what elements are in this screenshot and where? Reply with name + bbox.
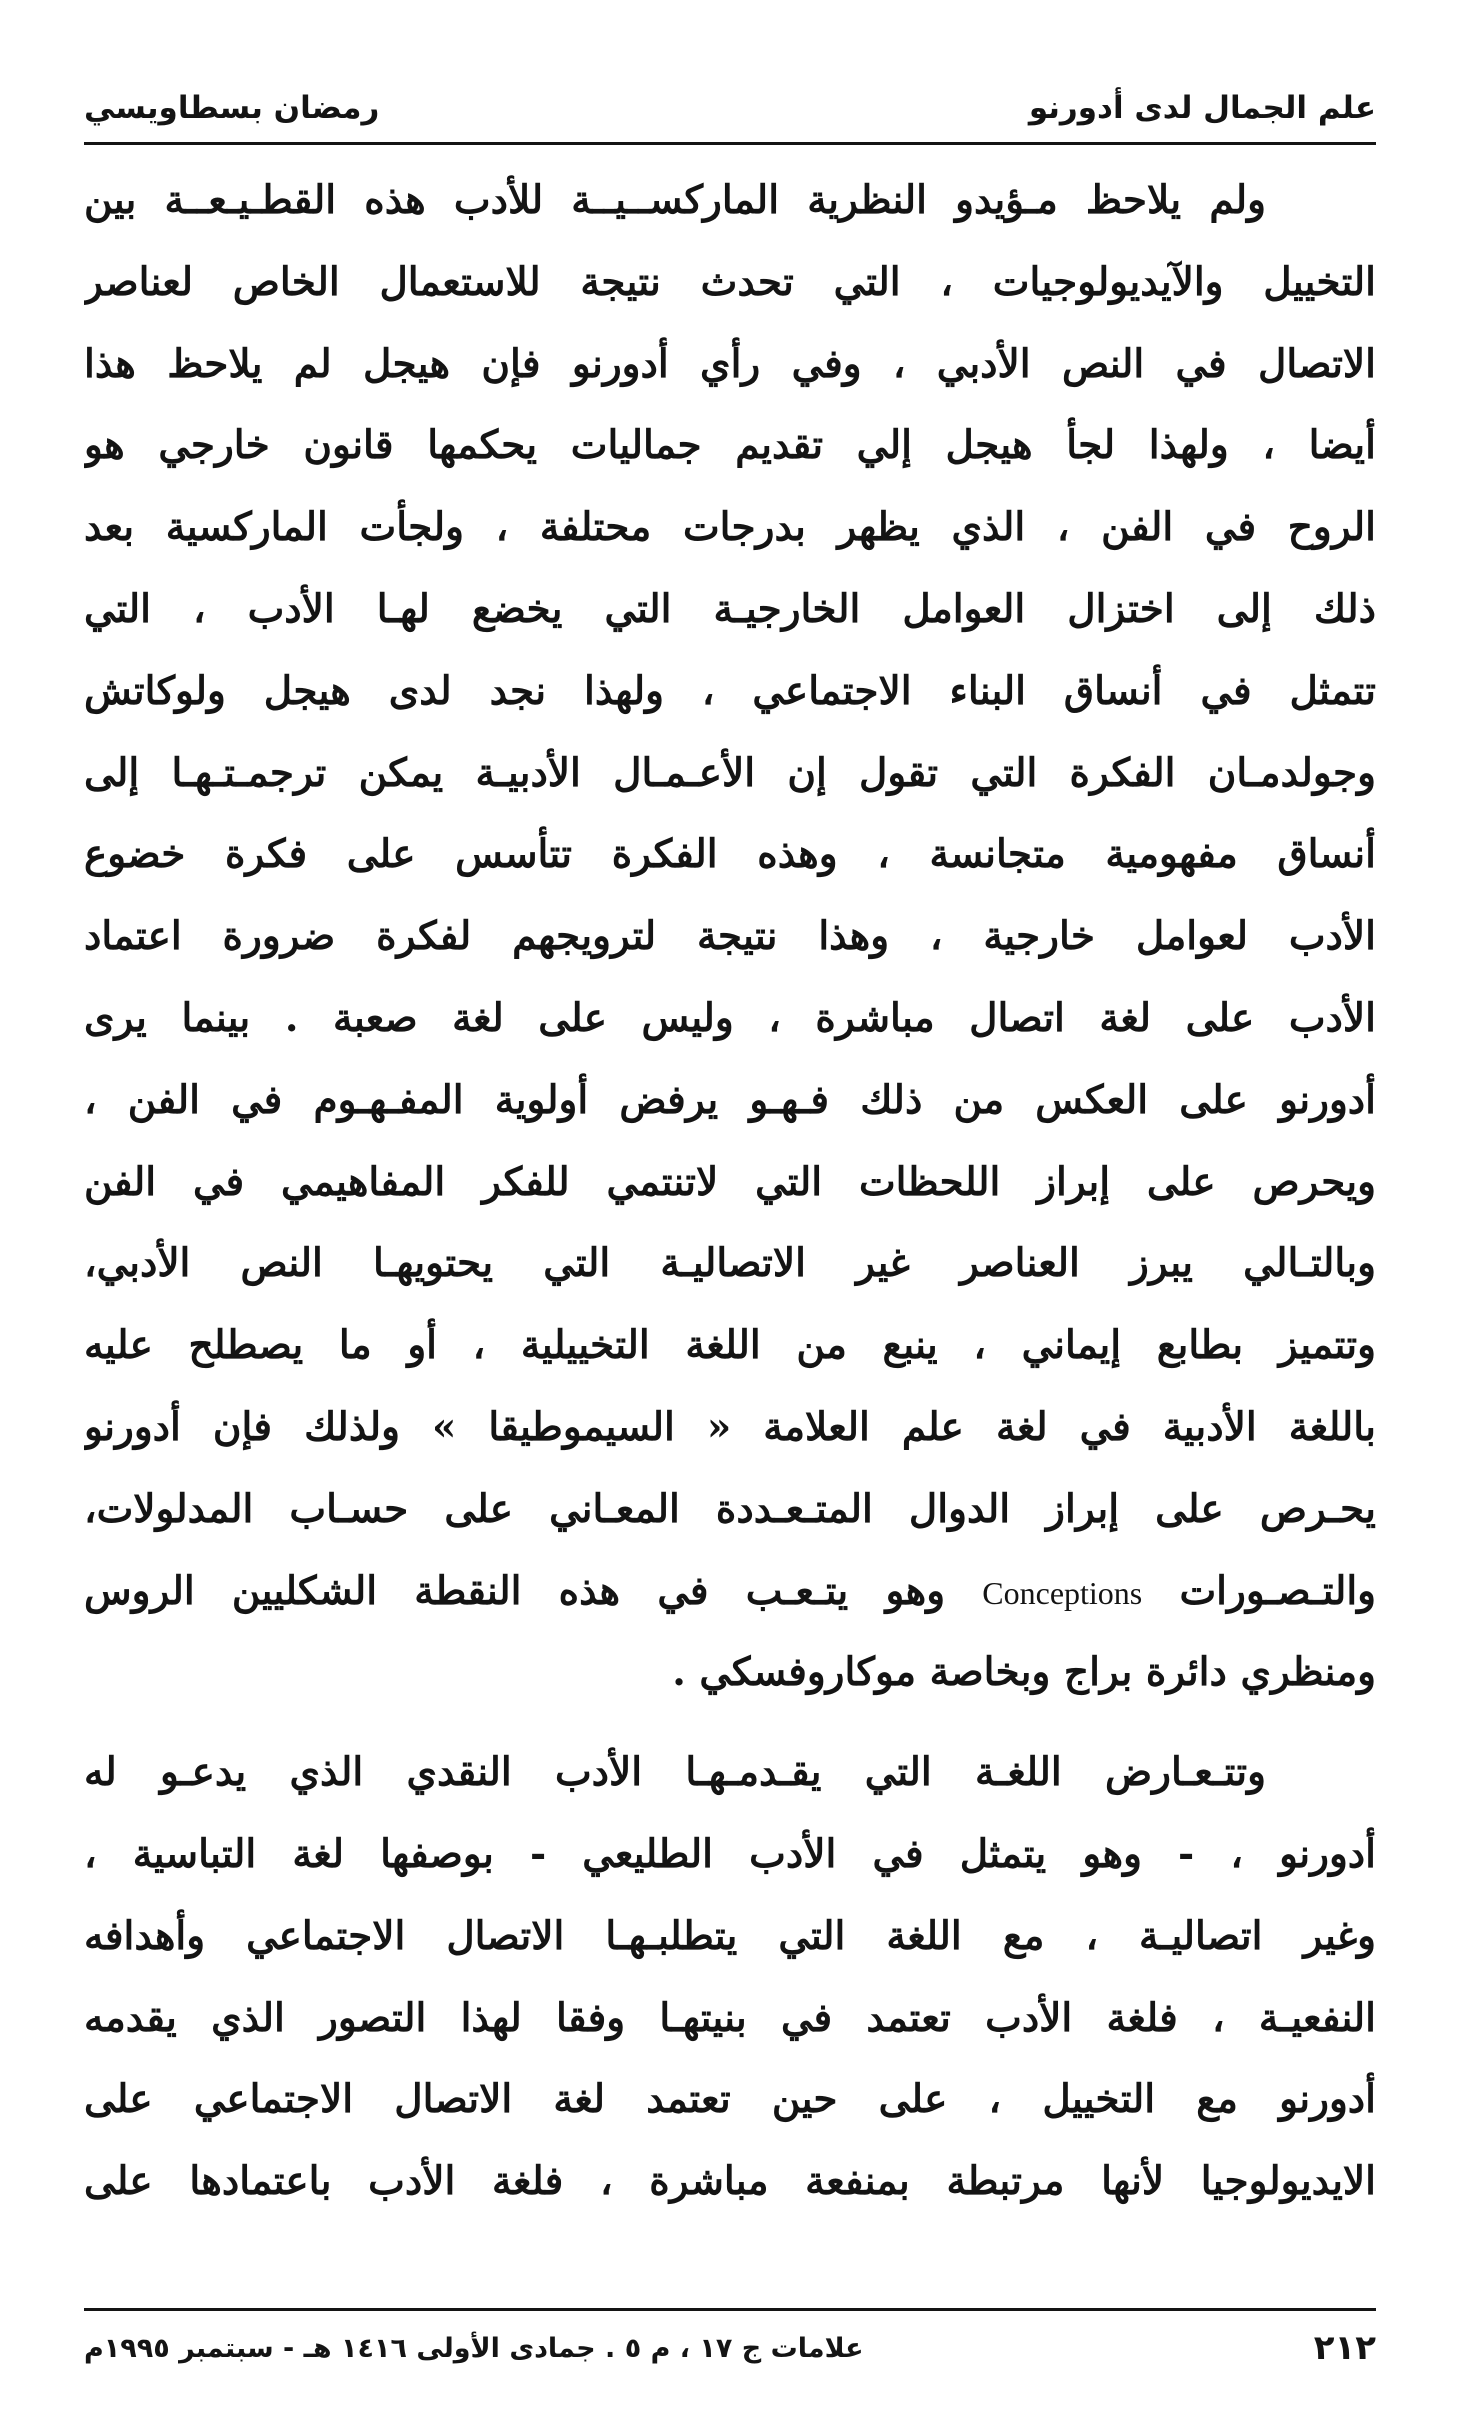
text-segment: وهو يتـعـب في هذه النقطة الشكليين الروس <box>84 1567 946 1614</box>
text-line: الروح في الفن ، الذي يظهر بدرجات محتلفة ، ولجأت الماركسية بعد <box>84 504 1376 551</box>
text-line: النفعيـة ، فلغة الأدب تعتمد في بنيتهـا وفقا لهذا التصور الذي يقدمه <box>84 1994 1376 2041</box>
text-line: الاتصال في النص الأدبي ، وفي رأي أدورنو فإن هيجل لم يلاحظ هذا <box>84 340 1376 387</box>
book-title: علم الجمال لدى أدورنو <box>1028 90 1376 126</box>
text-line: وجولدمـان الفكرة التي تقول إن الأعـمـال الأدبيـة يمكن ترجمـتـهـا إلى <box>84 749 1376 796</box>
text-line: باللغة الأدبية في لغة علم العلامة « السيموطيقا » ولذلك فإن أدورنو <box>84 1403 1376 1450</box>
running-footer <box>84 2318 1376 2378</box>
text-line: أيضا ، ولهذا لجأ هيجل إلي تقديم جماليات يحكمها قانون خارجي هو <box>84 422 1376 469</box>
body-text <box>84 160 1376 2223</box>
text-segment: والتـصـورات <box>1179 1567 1376 1614</box>
text-line: تتمثل في أنساق البناء الاجتماعي ، ولهذا نجد لدى هيجل ولوكاتش <box>84 667 1376 714</box>
header-rule <box>84 142 1376 145</box>
text-line: وبالتـالي يبرز العناصر غير الاتصاليـة التي يحتويهـا النص الأدبي، <box>84 1240 1376 1287</box>
paragraph-1 <box>84 160 1376 1714</box>
paragraph-2 <box>84 1732 1376 2223</box>
text-line: وتتـعـارض اللغـة التي يقـدمـهـا الأدب النقدي الذي يدعـو له <box>84 1749 1266 1796</box>
text-line: وغير اتصاليـة ، مع اللغة التي يتطلبـهـا الاتصال الاجتماعي وأهدافه <box>84 1912 1376 1959</box>
text-line: يحـرص على إبراز الدوال المتـعـددة المعـاني على حسـاب المدلولات، <box>84 1485 1376 1532</box>
text-line: أنساق مفهومية متجانسة ، وهذه الفكرة تتأسس على فكرة خضوع <box>84 831 1376 878</box>
latin-term: Conceptions <box>982 1574 1143 1611</box>
text-line: أدورنو على العكس من ذلك فـهـو يرفض أولوية المفـهـوم في الفن ، <box>84 1076 1376 1123</box>
text-line: ومنظري دائرة براج وبخاصة موكاروفسكي . <box>672 1649 1376 1696</box>
author-name: رمضان بسطاويسي <box>84 90 380 126</box>
text-line: ويحرص على إبراز اللحظات التي لاتنتمي للفكر المفاهيمي في الفن <box>84 1158 1376 1205</box>
text-line: التخييل والآيديولوجيات ، التي تحدث نتيجة للاستعمال الخاص لعناصر <box>84 258 1376 305</box>
text-line-with-latin-term <box>84 1551 1376 1633</box>
journal-info: علامات ج ١٧ ، م ٥ . جمادى الأولى ١٤١٦ هـ - سبتمبر ١٩٩٥م <box>84 2332 864 2364</box>
text-line: أدورنو ، - وهو يتمثل في الأدب الطليعي - بوصفها لغة التباسية ، <box>84 1830 1376 1877</box>
text-line: ولم يلاحظ مـؤيدو النظرية الماركســيــة للأدب هذه القطـيـعــة بين <box>84 177 1266 223</box>
text-line: ذلك إلى اختزال العوامل الخارجيـة التي يخضع لهـا الأدب ، التي <box>84 585 1376 632</box>
page-number: ٢١٢ <box>1313 2328 1376 2368</box>
text-line: وتتميز بطابع إيماني ، ينبع من اللغة التخييلية ، أو ما يصطلح عليه <box>84 1322 1376 1369</box>
text-line: أدورنو مع التخييل ، على حين تعتمد لغة الاتصال الاجتماعي على <box>84 2076 1376 2123</box>
running-header <box>84 78 1376 138</box>
footer-rule <box>84 2308 1376 2311</box>
text-line: الأدب لعوامل خارجية ، وهذا نتيجة لترويجهم لفكرة ضرورة اعتماد <box>84 913 1376 960</box>
text-line: الايديولوجيا لأنها مرتبطة بمنفعة مباشرة ، فلغة الأدب باعتمادها على <box>84 2158 1376 2205</box>
text-line: الأدب على لغة اتصال مباشرة ، وليس على لغة صعبة . بينما يرى <box>84 994 1376 1041</box>
